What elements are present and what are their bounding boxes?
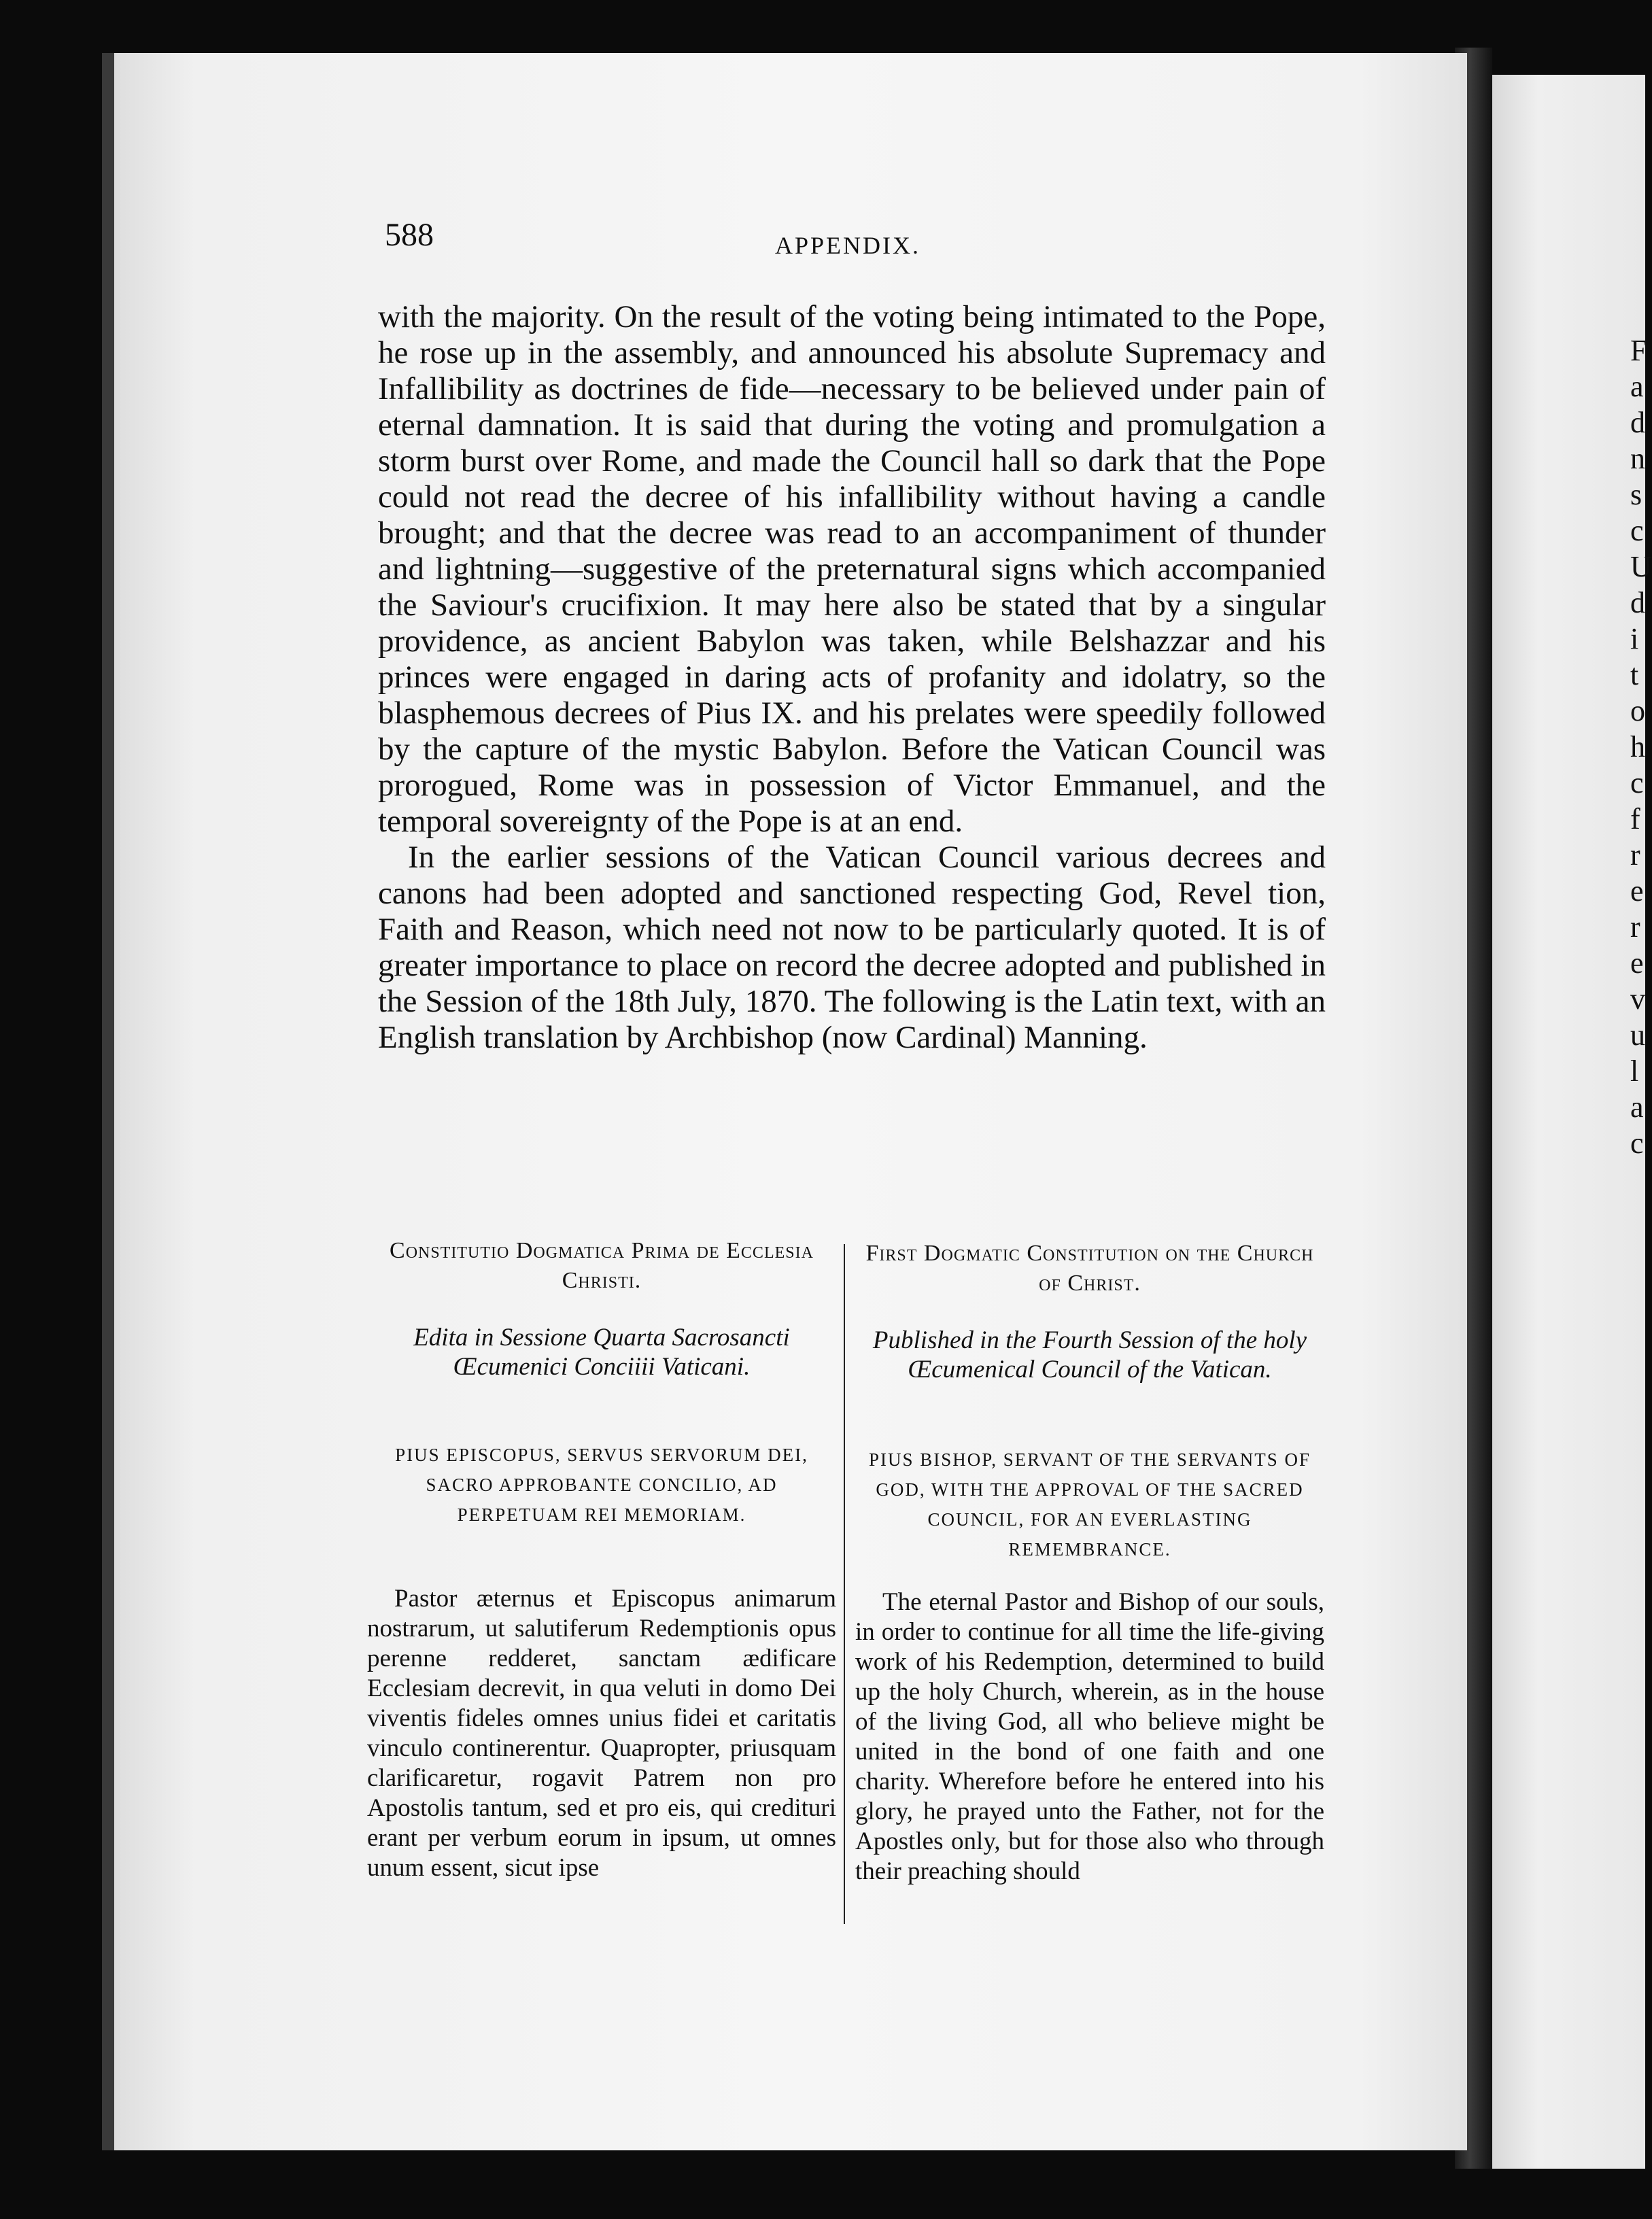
latin-title: Constitutio Dogmatica Prima de Ecclesia Christi. [390, 1238, 814, 1293]
facing-page-fragment: o [1630, 694, 1645, 727]
facing-page-fragment: c [1630, 1126, 1644, 1160]
latin-edita: Edita in Sessione Quarta Sacrosancti Œcumenici Conciiii Vaticani. [413, 1324, 790, 1381]
facing-page-fragment: d [1630, 586, 1645, 619]
facing-page-fragment: u [1630, 1018, 1645, 1052]
facing-page-fragment: a [1630, 370, 1644, 403]
facing-page-edge [1492, 75, 1645, 2169]
english-body-text: The eternal Pastor and Bishop of our souls, in order to continue for all time the life-giving work of his Redemption, determined to build up the holy Church, wherein, as in the house of the living God, all who believe might be united in the bond of one faith and one charity. Wherefore before he entered into his glory, he prayed unto the Father, not for the Apostles only, but for those also who through their preaching should [855, 1588, 1324, 1885]
facing-page-fragment: l [1630, 1054, 1639, 1088]
facing-page-fragment: e [1630, 874, 1644, 908]
facing-page-fragment: U [1630, 550, 1652, 583]
english-body [855, 1587, 1324, 1887]
running-head: APPENDIX. [775, 232, 921, 259]
facing-page-fragment: r [1630, 838, 1640, 872]
facing-page-fragment: a [1630, 1090, 1644, 1124]
facing-page-fragment: t [1630, 658, 1639, 691]
facing-page-fragment: s [1630, 478, 1642, 511]
facing-page-fragment: c [1630, 766, 1644, 799]
latin-body [367, 1584, 836, 1883]
facing-page-fragment: n [1630, 442, 1645, 475]
facing-page-fragment: c [1630, 514, 1644, 547]
facing-page-fragment: r [1630, 910, 1640, 944]
english-published: Published in the Fourth Session of the holy Œcumenical Council of the Vatican. [872, 1326, 1307, 1383]
main-text [378, 299, 1326, 1056]
paragraph-1: with the majority. On the result of the voting being intimated to the Pope, he rose up in the assembly, and announced his absolute Supremacy and Infallibility as doctrines de fide—necessary to be believed under pain of eternal damnation. It is said that during the voting and promulgation a storm burst over Rome, and made the Council hall so dark that the Pope could not read the decree of his infallibility without having a candle brought; and that the decree was read to an accompaniment of thunder and lightning—suggestive of the preternatural signs which accompanied the Saviour's crucifixion. It may here also be stated that by a singular providence, as ancient Babylon was taken, while Belshazzar and his princes were engaged in daring acts of profanity and idolatry, so the blasphemous decrees of Pius IX. and his prelates were speedily followed by the capture of the mystic Babylon. Before the Vatican Council was prorogued, Rome was in possession of Victor Emmanuel, and the temporal sovereignty of the Pope is at an end. [378, 299, 1326, 839]
facing-page-fragment: i [1630, 622, 1639, 655]
latin-caps-heading: PIUS EPISCOPUS, SERVUS SERVORUM DEI, SACRO APPROBANTE CONCILIO, AD PERPETUAM REI MEMORIAM. [395, 1445, 808, 1525]
english-caps-heading: PIUS BISHOP, SERVANT OF THE SERVANTS OF GOD, WITH THE APPROVAL OF THE SACRED COUNCIL, FOR AN EVERLASTING REMEMBRANCE. [868, 1449, 1311, 1560]
facing-page-fragment: v [1630, 982, 1645, 1016]
latin-body-text: Pastor æternus et Episcopus animarum nostrarum, ut salutiferum Redemptionis opus perenne redderet, sanctam ædificare Ecclesiam decrevit, in qua veluti in domo Dei viventis fideles omnes unius fidei et caritatis vinculo continerentur. Quapropter, priusquam clarificaretur, rogavit Patrem non pro Apostolis tantum, sed et pro eis, qui credituri erant per verbum eorum in ipsum, ut omnes unum essent, sicut ipse [367, 1585, 836, 1882]
facing-page-fragment: h [1630, 730, 1645, 763]
facing-page-fragment: f [1630, 802, 1640, 836]
facing-page-fragment: F [1630, 334, 1647, 367]
column-divider [844, 1244, 845, 1924]
facing-page-fragment: d [1630, 406, 1645, 439]
page-number: 588 [385, 217, 434, 253]
paragraph-2: In the earlier sessions of the Vatican Council various decrees and canons had been adopted and sanctioned respecting God, Revel tion, Faith and Reason, which need not now to be particularly quoted. It is of greater importance to place on record the decree adopted and published in the Session of the 18th July, 1870. The following is the Latin text, with an English translation by Archbishop (now Cardinal) Manning. [378, 840, 1326, 1055]
english-title: First Dogmatic Constitution on the Church of Christ. [865, 1241, 1314, 1296]
facing-page-fragment: e [1630, 946, 1644, 980]
